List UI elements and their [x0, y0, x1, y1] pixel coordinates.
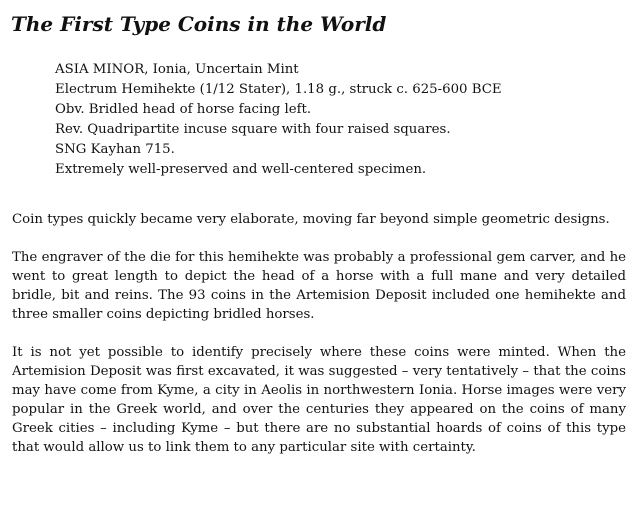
page-title: The First Type Coins in the World	[11, 12, 387, 36]
paragraph-coin-types: Coin types quickly became very elaborate, moving far beyond simple geometric designs.	[12, 212, 610, 227]
specimen-reference: SNG Kayhan 715.	[55, 142, 175, 157]
specimen-denomination: Electrum Hemihekte (1/12 Stater), 1.18 g., struck c. 625-600 BCE	[55, 82, 502, 97]
specimen-description	[55, 60, 502, 180]
specimen-obverse: Obv. Bridled head of horse facing left.	[55, 102, 312, 117]
specimen-condition: Extremely well-preserved and well-centered specimen.	[55, 162, 427, 177]
paragraph-engraver: The engraver of the die for this hemihekte was probably a professional gem carver, and he went to great length to depict the head of a horse with a full mane and very detailed bridle, bit and reins. The 93 coins in the Artemision Deposit included one hemihekte and three smaller coins depicting bridled horses.	[12, 250, 626, 322]
paragraph-origin: It is not yet possible to identify precisely where these coins were minted. When the Artemision Deposit was first excavated, it was suggested – very tentatively – that the coins may have come from Kyme, a city in Aeolis in northwestern Ionia. Horse images were very popular in the Greek world, and over the centuries they appeared on the coins of many Greek cities – including Kyme – but there are no substantial hoards of coins of this type that would allow us to link them to any particular site with certainty.	[12, 345, 626, 455]
specimen-reverse: Rev. Quadripartite incuse square with four raised squares.	[55, 122, 451, 137]
specimen-mint: ASIA MINOR, Ionia, Uncertain Mint	[55, 62, 299, 77]
article-body	[12, 210, 626, 476]
